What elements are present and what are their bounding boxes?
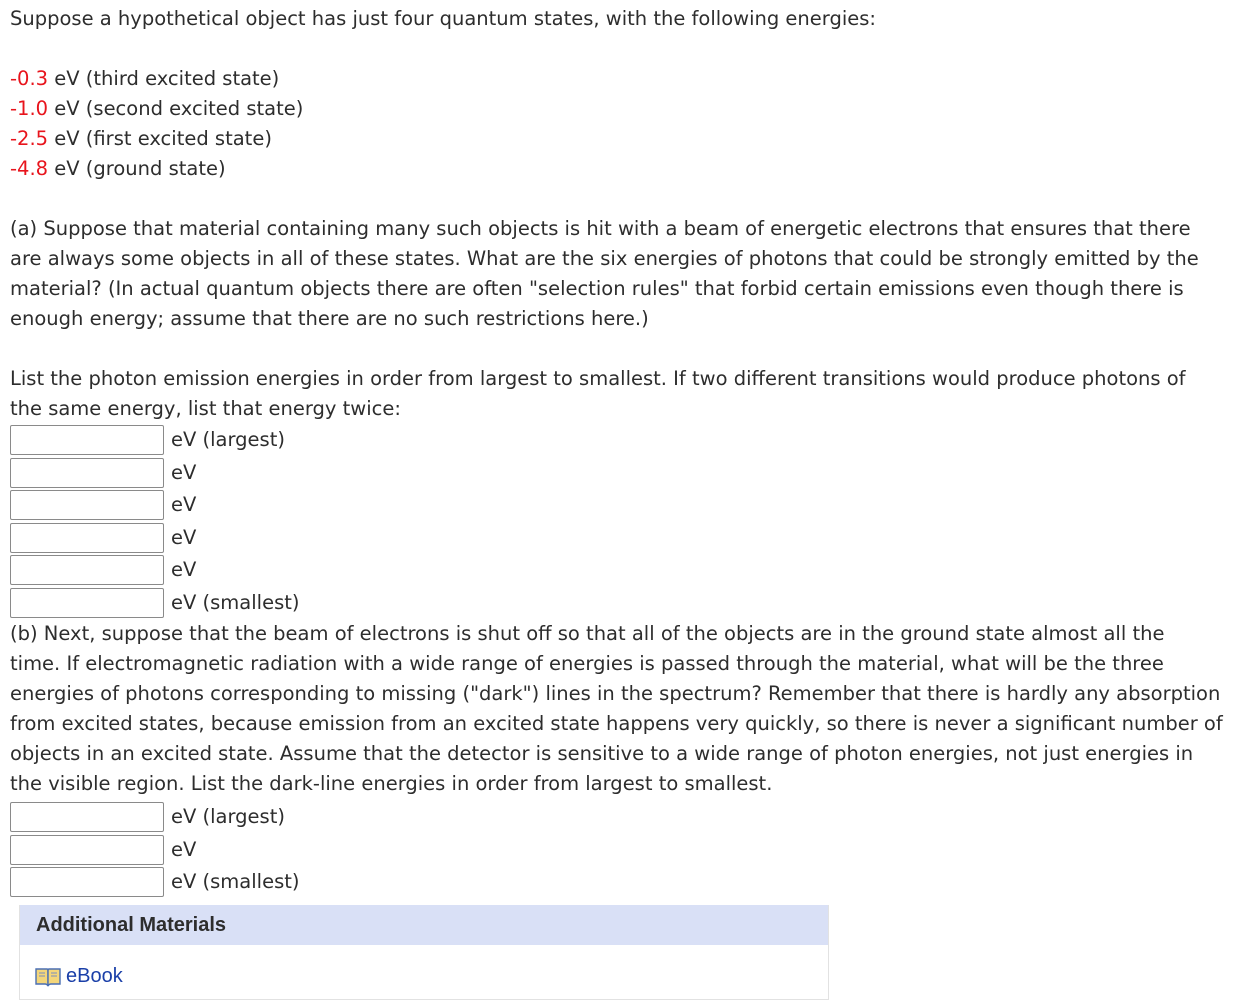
answer-row bbox=[10, 866, 1230, 899]
book-icon bbox=[35, 966, 61, 988]
answer-row bbox=[10, 801, 1230, 834]
ebook-label[interactable]: eBook bbox=[66, 965, 123, 987]
unit-label: eV bbox=[171, 558, 197, 582]
dark-line-energy-input-2[interactable] bbox=[10, 835, 164, 865]
unit-label: eV (largest) bbox=[171, 805, 285, 829]
answer-row bbox=[10, 489, 1230, 522]
question-content bbox=[10, 0, 1230, 899]
part-b-answers bbox=[10, 801, 1230, 899]
part-b-question bbox=[10, 619, 1230, 799]
part-a-instruction bbox=[10, 364, 1230, 424]
answer-row bbox=[10, 424, 1230, 457]
answer-row bbox=[10, 834, 1230, 867]
part-a-question bbox=[10, 214, 1230, 334]
emission-energy-input-5[interactable] bbox=[10, 555, 164, 585]
additional-materials-panel bbox=[19, 905, 829, 1000]
unit-label: eV bbox=[171, 460, 197, 484]
emission-energy-input-4[interactable] bbox=[10, 523, 164, 553]
energy-value: -2.5 bbox=[10, 127, 49, 150]
energy-value: -0.3 bbox=[10, 67, 49, 90]
dark-line-energy-input-1[interactable] bbox=[10, 802, 164, 832]
part-a-line: are always some objects in all of these states. What are the six energies of photons that could be strongly emitted by the bbox=[10, 247, 1199, 270]
energy-level-item bbox=[10, 124, 1230, 154]
emission-energy-input-6[interactable] bbox=[10, 588, 164, 618]
dark-line-energy-input-3[interactable] bbox=[10, 867, 164, 897]
energy-label: eV (first excited state) bbox=[48, 127, 272, 150]
energy-label: eV (second excited state) bbox=[48, 97, 304, 120]
unit-label: eV (largest) bbox=[171, 428, 285, 452]
energy-label: eV (ground state) bbox=[48, 157, 226, 180]
ebook-link[interactable] bbox=[35, 965, 828, 988]
energy-value: -4.8 bbox=[10, 157, 49, 180]
answer-row bbox=[10, 522, 1230, 555]
part-b-line: the visible region. List the dark-line energies in order from largest to smallest. bbox=[10, 772, 773, 795]
part-b-line: from excited states, because emission from an excited state happens very quickly, so there is never a significant number of bbox=[10, 712, 1223, 735]
unit-label: eV (smallest) bbox=[171, 870, 300, 894]
additional-materials-title: Additional Materials bbox=[20, 905, 828, 945]
unit-label: eV bbox=[171, 837, 197, 861]
energy-value: -1.0 bbox=[10, 97, 49, 120]
energy-label: eV (third excited state) bbox=[48, 67, 280, 90]
answer-row bbox=[10, 554, 1230, 587]
part-a-line: (a) Suppose that material containing many such objects is hit with a beam of energetic electrons that ensures that there bbox=[10, 217, 1191, 240]
answer-row bbox=[10, 587, 1230, 620]
part-a-instruction-line: the same energy, list that energy twice: bbox=[10, 397, 401, 420]
emission-energy-input-2[interactable] bbox=[10, 458, 164, 488]
unit-label: eV bbox=[171, 493, 197, 517]
energy-level-item bbox=[10, 154, 1230, 184]
part-a-line: enough energy; assume that there are no such restrictions here.) bbox=[10, 307, 649, 330]
unit-label: eV bbox=[171, 525, 197, 549]
emission-energy-input-3[interactable] bbox=[10, 490, 164, 520]
part-a-answers bbox=[10, 424, 1230, 619]
energy-level-item bbox=[10, 64, 1230, 94]
answer-row bbox=[10, 457, 1230, 490]
part-b-line: time. If electromagnetic radiation with a wide range of energies is passed through the material, what will be the three bbox=[10, 652, 1164, 675]
part-b-line: energies of photons corresponding to missing ("dark") lines in the spectrum? Remember that there is hardly any absorption bbox=[10, 682, 1221, 705]
part-a-instruction-line: List the photon emission energies in order from largest to smallest. If two different transitions would produce photons of bbox=[10, 367, 1186, 390]
intro-text: Suppose a hypothetical object has just four quantum states, with the following energies: bbox=[10, 7, 876, 30]
energy-levels-list bbox=[10, 64, 1230, 184]
part-a-line: material? (In actual quantum objects there are often "selection rules" that forbid certain emissions even though there is bbox=[10, 277, 1184, 300]
part-b-line: objects in an excited state. Assume that the detector is sensitive to a wide range of photon energies, not just energies in bbox=[10, 742, 1194, 765]
part-b-line: (b) Next, suppose that the beam of electrons is shut off so that all of the objects are in the ground state almost all the bbox=[10, 622, 1165, 645]
energy-level-item bbox=[10, 94, 1230, 124]
emission-energy-input-1[interactable] bbox=[10, 425, 164, 455]
unit-label: eV (smallest) bbox=[171, 590, 300, 614]
